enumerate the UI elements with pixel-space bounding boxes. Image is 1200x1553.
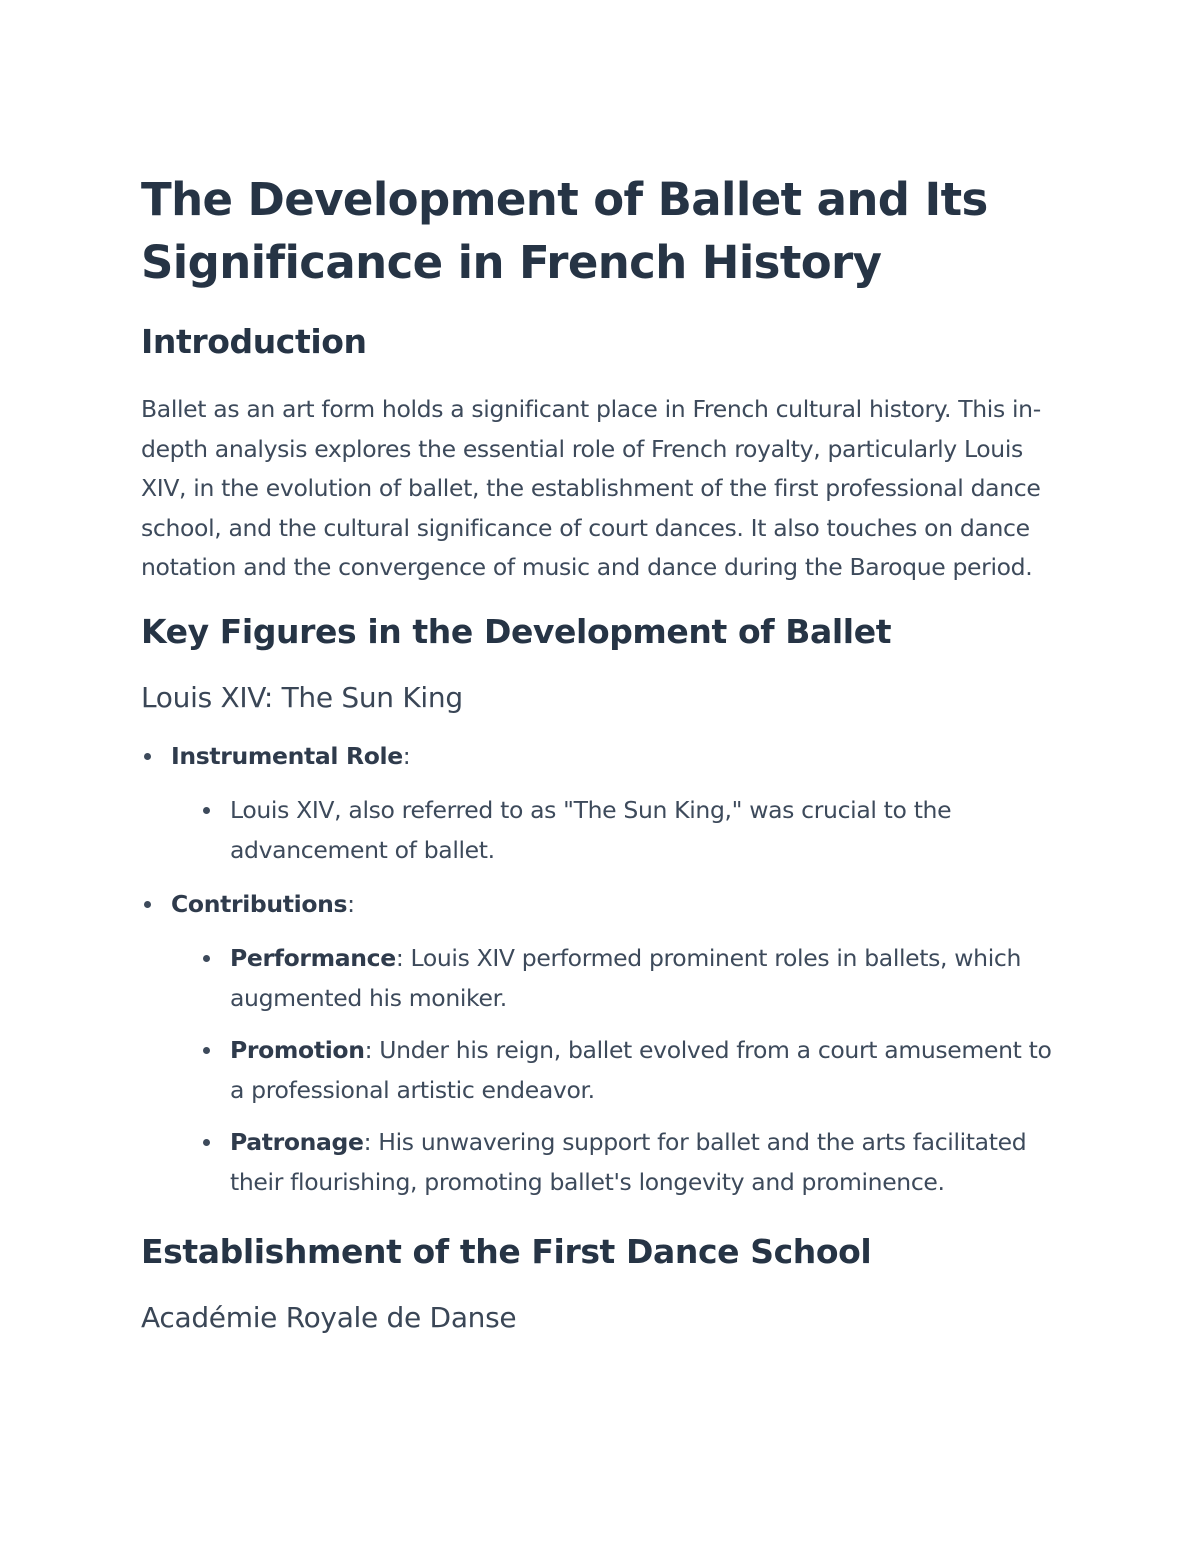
introduction-paragraph: Ballet as an art form holds a significant place in French cultural history. This in-depth analysis explores the essential role of French royalty, particularly Louis XIV, in the evolution of ballet, the establishment of the first professional dance school, and the cultural significance of court dances. It also touches on dance notation and the convergence of music and dance during the Baroque period.	[141, 395, 1041, 582]
list-item-performance	[200, 938, 1060, 1018]
instrumental-role-label: Instrumental Role	[171, 741, 403, 770]
instrumental-role-text: Louis XIV, also referred to as "The Sun King," was crucial to the advancement of ballet.	[230, 795, 952, 864]
performance-label: Performance	[230, 943, 396, 972]
list-item-patronage	[200, 1122, 1060, 1202]
contributions-label: Contributions	[171, 889, 348, 918]
instrumental-role-colon: :	[402, 741, 411, 770]
instrumental-role-sublist	[200, 790, 1060, 870]
introduction-heading: Introduction	[141, 322, 367, 361]
key-figures-heading: Key Figures in the Development of Ballet	[141, 611, 892, 651]
list-item-promotion	[200, 1030, 1060, 1110]
louis-xiv-subheading: Louis XIV: The Sun King	[141, 680, 463, 714]
bullet-icon	[203, 1139, 210, 1146]
dance-school-heading: Establishment of the First Dance School	[141, 1231, 872, 1271]
contributions-colon: :	[347, 889, 355, 918]
academie-subheading: Académie Royale de Danse	[141, 1300, 517, 1334]
bullet-icon	[203, 1047, 210, 1054]
contributions-sublist	[200, 938, 1060, 1202]
bullet-icon	[144, 901, 151, 908]
list-item-contributions	[141, 884, 1060, 1202]
bullet-icon	[203, 955, 210, 962]
patronage-label: Patronage	[230, 1127, 364, 1156]
performance-text: : Louis XIV performed prominent roles in ballets, which augmented his moniker.	[230, 943, 1021, 1012]
bullet-icon	[203, 807, 210, 814]
list-item-instrumental-detail	[200, 790, 1060, 870]
list-item-instrumental-role	[141, 736, 1060, 870]
promotion-label: Promotion	[230, 1035, 365, 1064]
louis-xiv-list	[141, 736, 1060, 1202]
document-title: The Development of Ballet and Its Significance in French History	[141, 173, 988, 289]
patronage-text: : His unwavering support for ballet and the arts facilitated their flourishing, promoting ballet's longevity and prominence.	[230, 1127, 1027, 1196]
bullet-icon	[144, 753, 151, 760]
promotion-text: : Under his reign, ballet evolved from a court amusement to a professional artistic endeavor.	[230, 1035, 1052, 1104]
